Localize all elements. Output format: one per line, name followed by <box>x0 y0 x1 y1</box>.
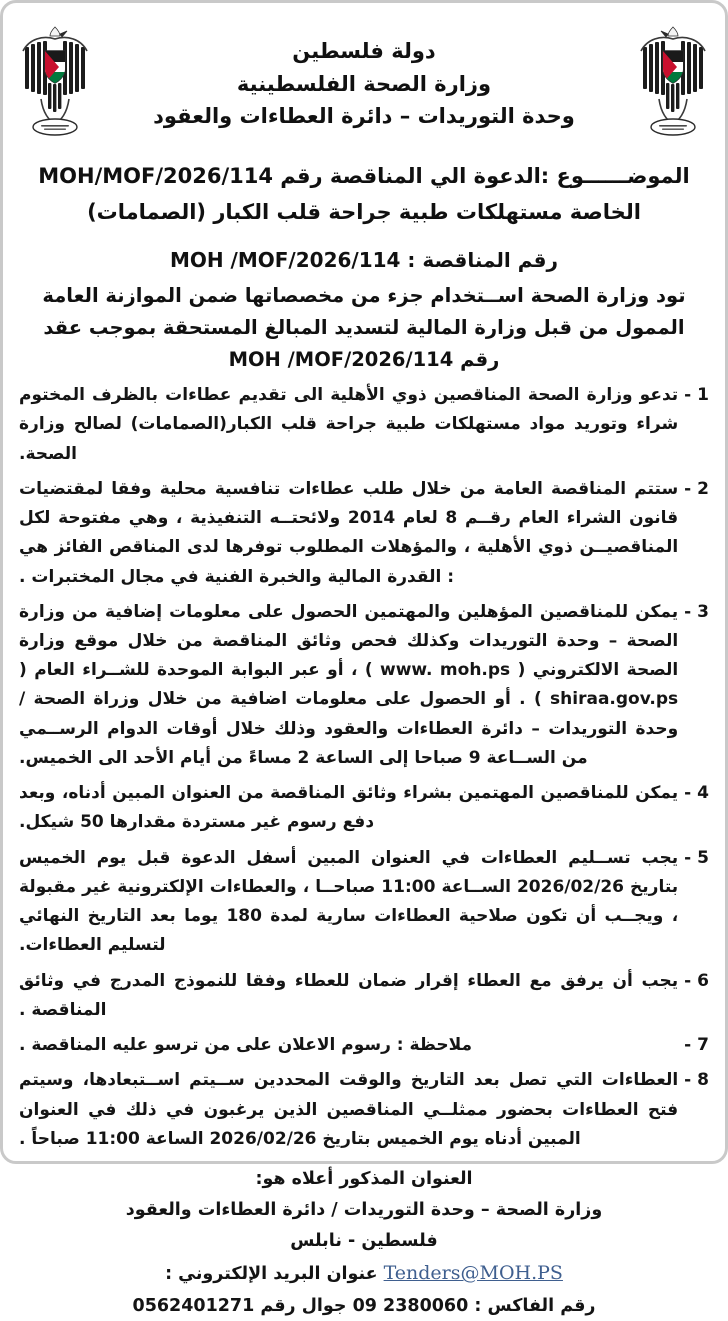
clause-number: 2 - <box>684 478 709 499</box>
clause-text: ستتم المناقصة العامة من خلال طلب عطاءات تنافسية محلية وفقا لمقتضيات قانون الشراء العام رقــم 8 لعام 2014 ولائحتــه التنفيذية ، وهي مفتوحة لكل المناقصيــن ذوي الأهلية ، والمؤهلات المطلوب توفرها لدى المناقص الفائز هي : القدرة المالية والخبرة الفنية في مجال المختبرات . <box>19 478 679 587</box>
clause-text: تدعو وزارة الصحة المناقصين ذوي الأهلية الى تقديم عطاءات بالظرف المختوم شراء وتوريد مواد مستهلكات طبية جراحة قلب الكبار(الصمامات) لصالح وزارة الصحة. <box>19 385 679 464</box>
clause-number: 8 - <box>684 1070 709 1091</box>
lead-paragraph: تود وزارة الصحة اســتخدام جزء من مخصصاتها ضمن الموازنة العامة الممول من قبل وزارة المالية لتسديد المبالغ المستحقة بموجب عقد رقم MOH /MOF/2026/114 <box>42 284 686 371</box>
clause-number: 1 - <box>684 385 709 406</box>
clause-item <box>19 1031 709 1060</box>
clause-item <box>19 967 709 1025</box>
address-organization: وزارة الصحة – وحدة التوريدات / دائرة العطاءات والعقود <box>125 1200 603 1221</box>
clause-number: 6 - <box>684 970 709 991</box>
department-name: وحدة التوريدات – دائرة العطاءات والعقود <box>153 104 575 129</box>
address-intro: العنوان المذكور أعلاه هو: <box>255 1168 473 1189</box>
tender-number-label: رقم المناقصة : <box>407 248 559 273</box>
palestine-eagle-emblem-left <box>19 21 91 153</box>
clause-text: يجب تســليم العطاءات في العنوان المبين أسفل الدعوة قبل يوم الخميس بتاريخ 2026/02/26 الســاعة 11:00 صباحــا ، والعطاءات الإلكترونية غير مقبولة ، ويجــب أن تكون صلاحية العطاءات سارية لمدة 180 يوما بعد التاريخ النهائي لتسليم العطاءات. <box>19 847 679 956</box>
clause-number: 5 - <box>684 847 709 868</box>
clause-item <box>19 844 709 961</box>
clause-number: 3 - <box>684 601 709 622</box>
ministry-name: وزارة الصحة الفلسطينية <box>236 71 492 96</box>
tender-number-row <box>19 244 709 276</box>
subject-line-2: الخاصة مستهلكات طبية جراحة قلب الكبار (الصمامات) <box>87 199 641 224</box>
clause-number: 4 - <box>684 783 709 804</box>
clause-item <box>19 779 709 837</box>
clause-number: 7 - <box>684 1035 709 1056</box>
subject-block <box>19 159 709 230</box>
email-row <box>19 1257 709 1290</box>
email-label: عنوان البريد الإلكتروني : <box>165 1264 378 1285</box>
clause-list <box>19 381 709 1154</box>
clause-item <box>19 475 709 592</box>
clause-text: ملاحظة : رسوم الاعلان على من ترسو عليه المناقصة . <box>19 1035 473 1056</box>
palestine-eagle-emblem-right <box>637 21 709 153</box>
address-location: فلسطين - نابلس <box>290 1231 438 1252</box>
clause-item <box>19 598 709 773</box>
fax-phone-line: رقم الفاكس : 2380060 09 جوال رقم 0562401271 <box>132 1295 596 1316</box>
email-link[interactable]: Tenders@MOH.PS <box>383 1262 563 1285</box>
subject-line-1: الموضــــــوع :الدعوة الي المناقصة رقم MOH/MOF/2026/114 <box>38 164 690 188</box>
clause-text: يمكن للمناقصين المؤهلين والمهتمين الحصول على معلومات إضافية من وزارة الصحة – وحدة التوريدات وكذلك فحص وثائق المناقصة من خلال موقع وزارة الصحة الالكتروني ( www. moh.ps ) ، أو عبر البوابة الموحدة للشــراء العام ( shiraa.gov.ps ) . أو الحصول على معلومات اضافية من خلال وزراة الصحة /وحدة التوريدات – دائرة العطاءات والعقود وذلك خلال أوقات الدوام الرســمي من الســاعة 9 صباحا إلى الساعة 2 مساءً من أيام الأحد الى الخميس. <box>19 601 679 768</box>
tender-number-value: MOH /MOF/2026/114 <box>169 248 401 273</box>
state-name: دولة فلسطين <box>292 39 436 63</box>
clause-item <box>19 381 709 469</box>
clause-text: يمكن للمناقصين المهتمين بشراء وثائق المناقصة من العنوان المبين أدناه، وبعد دفع رسوم غير مستردة مقدارها 50 شيكل. <box>19 783 679 833</box>
address-block <box>19 1164 709 1321</box>
document-header <box>19 17 709 157</box>
header-title-group <box>91 21 637 133</box>
clause-text: يجب أن يرفق مع العطاء إقرار ضمان للعطاء وفقا للنموذج المدرج في وثائق المناقصة . <box>19 970 679 1020</box>
clause-item <box>19 1066 709 1154</box>
clause-text: العطاءات التي تصل بعد التاريخ والوقت المحددين ســيتم اســتبعادها، وسيتم فتح العطاءات بحضور ممثلــي المناقصين الذين يرغبون في ذلك في العنوان المبين أدناه يوم الخميس بتاريخ 2026/02/26 الساعة 11:00 صباحاً . <box>19 1070 679 1149</box>
